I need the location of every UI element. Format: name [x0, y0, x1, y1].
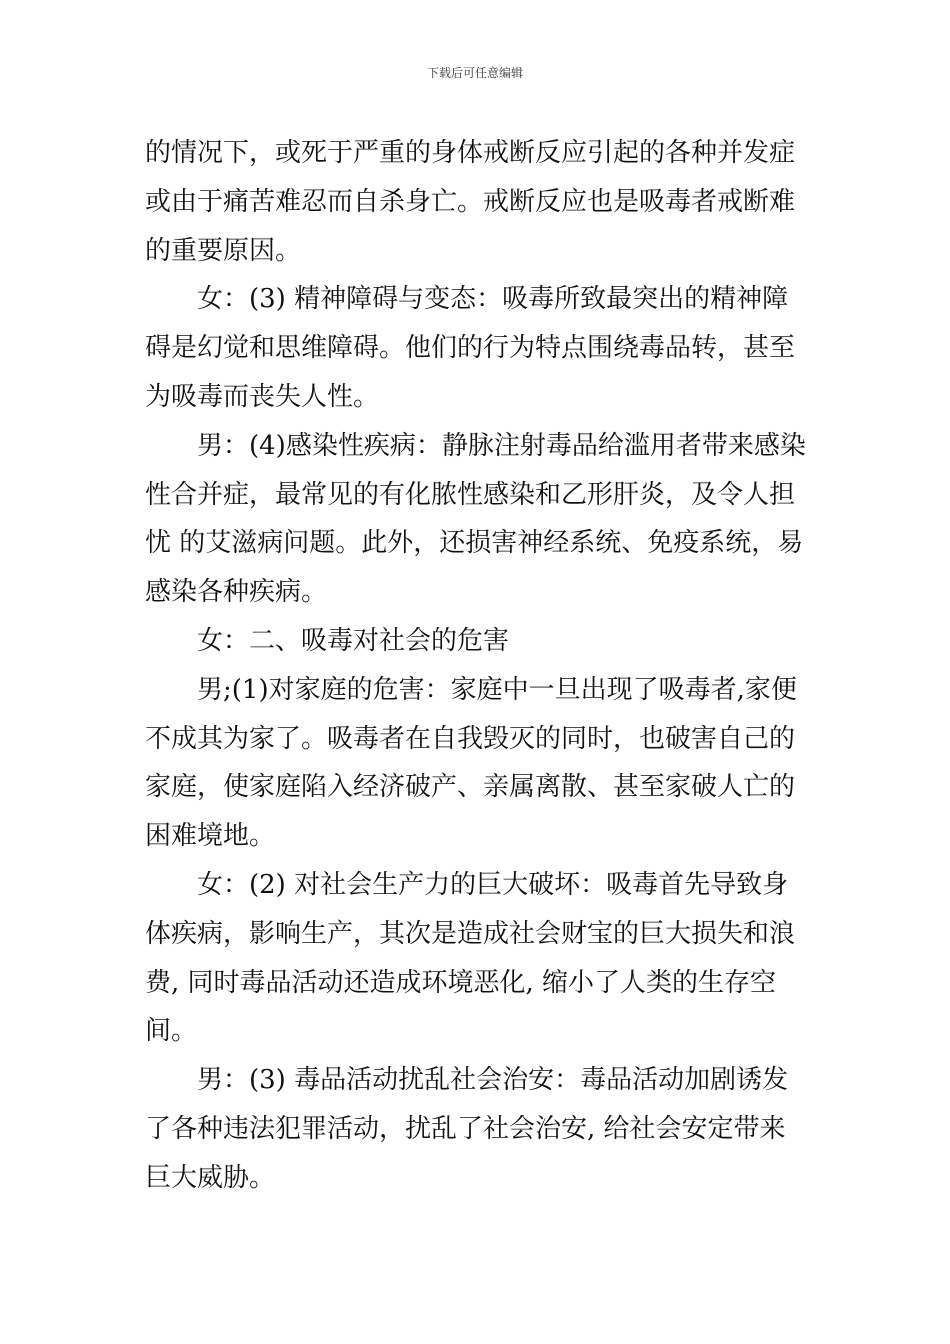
text-line: 巨大威胁。	[145, 1162, 276, 1193]
paragraph-mental-disorder	[145, 275, 811, 421]
text-line: 了各种违法犯罪活动，扰乱了社会治安, 给社会安定带来	[145, 1113, 786, 1144]
document-body	[145, 129, 811, 1203]
text-line: 性合并症，最常见的有化脓性感染和乙形肝炎，及令人担	[145, 479, 796, 510]
text-line: 为吸毒而丧失人性。	[145, 381, 380, 412]
section-heading-social-harm	[145, 617, 811, 666]
text-line: 忧 的艾滋病问题。此外，还损害神经系统、免疫系统，易	[145, 528, 804, 559]
text-line: 的情况下，或死于严重的身体戒断反应引起的各种并发症	[145, 138, 796, 168]
paragraph-productivity-harm	[145, 861, 811, 1056]
text-line: 费, 同时毒品活动还造成环境恶化, 缩小了人类的生存空	[145, 967, 777, 998]
text-line: 不成其为家了。吸毒者在自我毁灭的同时，也破害自己的	[145, 723, 796, 754]
text-line: 女：(2) 对社会生产力的巨大破坏：吸毒首先导致身	[197, 869, 789, 900]
page-header-note: 下载后可任意编辑	[426, 66, 523, 80]
text-line: 家庭，使家庭陷入经济破产、亲属离散、甚至家破人亡的	[145, 772, 796, 803]
text-line: 间。	[145, 1016, 198, 1047]
text-line: 体疾病，影响生产，其次是造成社会财宝的巨大损失和浪	[145, 918, 796, 949]
text-line: 感染各种疾病。	[145, 577, 328, 608]
text-line: 的重要原因。	[145, 235, 302, 266]
text-line: 或由于痛苦难忍而自杀身亡。戒断反应也是吸毒者戒断难	[145, 186, 796, 217]
paragraph-infectious-disease	[145, 422, 811, 617]
paragraph-withdrawal-continued	[145, 129, 811, 275]
paragraph-family-harm	[145, 666, 811, 861]
text-line: 困难境地。	[145, 821, 276, 852]
text-line: 女：(3) 精神障碍与变态：吸毒所致最突出的精神障	[197, 284, 789, 315]
text-line: 男：(3) 毒品活动扰乱社会治安：毒品活动加剧诱发	[197, 1065, 789, 1096]
text-line: 男;(1)对家庭的危害：家庭中一旦出现了吸毒者,家便	[197, 674, 797, 705]
text-line: 男：(4)感染性疾病：静脉注射毒品给滥用者带来感染	[197, 430, 806, 461]
text-line: 女：二、吸毒对社会的危害	[197, 625, 510, 656]
paragraph-public-order-harm	[145, 1056, 811, 1202]
text-line: 碍是幻觉和思维障碍。他们的行为特点围绕毒品转，甚至	[145, 333, 796, 364]
